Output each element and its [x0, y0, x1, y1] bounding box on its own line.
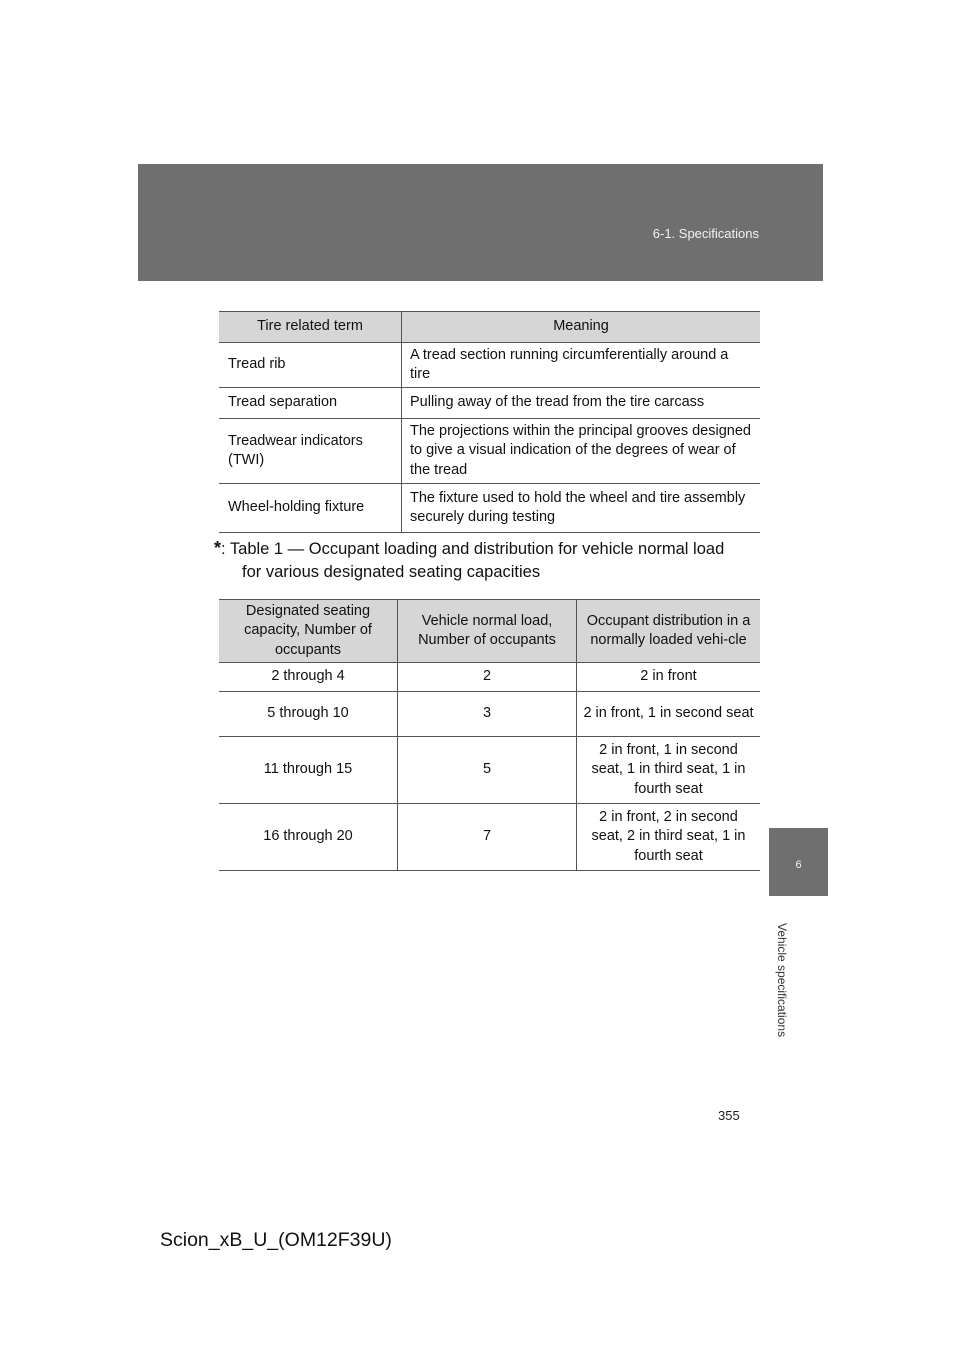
section-title: 6-1. Specifications	[652, 226, 759, 241]
meaning-cell: The projections within the principal grooves designed to give a visual indication of the degrees of wear of the tread	[402, 419, 761, 484]
table-row	[219, 692, 760, 737]
meaning-cell: Pulling away of the tread from the tire carcass	[402, 388, 761, 419]
normal-load-cell: 7	[398, 804, 577, 871]
capacity-cell: 5 through 10	[219, 692, 398, 737]
term-cell: Tread separation	[219, 388, 402, 419]
chapter-tab	[769, 828, 828, 896]
term-cell: Tread rib	[219, 343, 402, 388]
distribution-cell: 2 in front, 2 in second seat, 2 in third seat, 1 in fourth seat	[577, 804, 761, 871]
footnote-marker: *	[214, 538, 222, 558]
capacity-cell: 11 through 15	[219, 737, 398, 804]
table-row	[219, 804, 760, 871]
table-header-row	[219, 312, 760, 343]
normal-load-cell: 5	[398, 737, 577, 804]
column-header: Occupant distribution in a normally loaded vehi-cle	[577, 600, 761, 663]
term-cell: Wheel-holding fixture	[219, 484, 402, 533]
table-note	[214, 537, 774, 584]
capacity-cell: 16 through 20	[219, 804, 398, 871]
table-row	[219, 343, 760, 388]
note-line-1: : Table 1 — Occupant loading and distribution for vehicle normal load	[221, 540, 725, 558]
table-row	[219, 388, 760, 419]
distribution-cell: 2 in front	[577, 663, 761, 692]
document-code: Scion_xB_U_(OM12F39U)	[160, 1229, 392, 1251]
chapter-number: 6	[795, 859, 802, 871]
normal-load-cell: 2	[398, 663, 577, 692]
occupant-loading-table	[219, 599, 760, 871]
term-cell: Treadwear indicators (TWI)	[219, 419, 402, 484]
capacity-cell: 2 through 4	[219, 663, 398, 692]
note-line-2: for various designated seating capacities	[242, 563, 541, 581]
table-row	[219, 419, 760, 484]
table-row	[219, 737, 760, 804]
column-header: Designated seating capacity, Number of occupants	[219, 600, 398, 663]
chapter-label: Vehicle specifications	[775, 923, 789, 1038]
distribution-cell: 2 in front, 1 in second seat, 1 in third seat, 1 in fourth seat	[577, 737, 761, 804]
normal-load-cell: 3	[398, 692, 577, 737]
table-row	[219, 484, 760, 533]
header-band	[138, 164, 823, 281]
column-header: Vehicle normal load, Number of occupants	[398, 600, 577, 663]
column-header: Meaning	[402, 312, 761, 343]
distribution-cell: 2 in front, 1 in second seat	[577, 692, 761, 737]
column-header: Tire related term	[219, 312, 402, 343]
meaning-cell: The fixture used to hold the wheel and tire assembly securely during testing	[402, 484, 761, 533]
table-row	[219, 663, 760, 692]
page-number: 355	[718, 1108, 740, 1123]
table-header-row	[219, 600, 760, 663]
tire-terms-table	[219, 311, 760, 533]
meaning-cell: A tread section running circumferentially around a tire	[402, 343, 761, 388]
